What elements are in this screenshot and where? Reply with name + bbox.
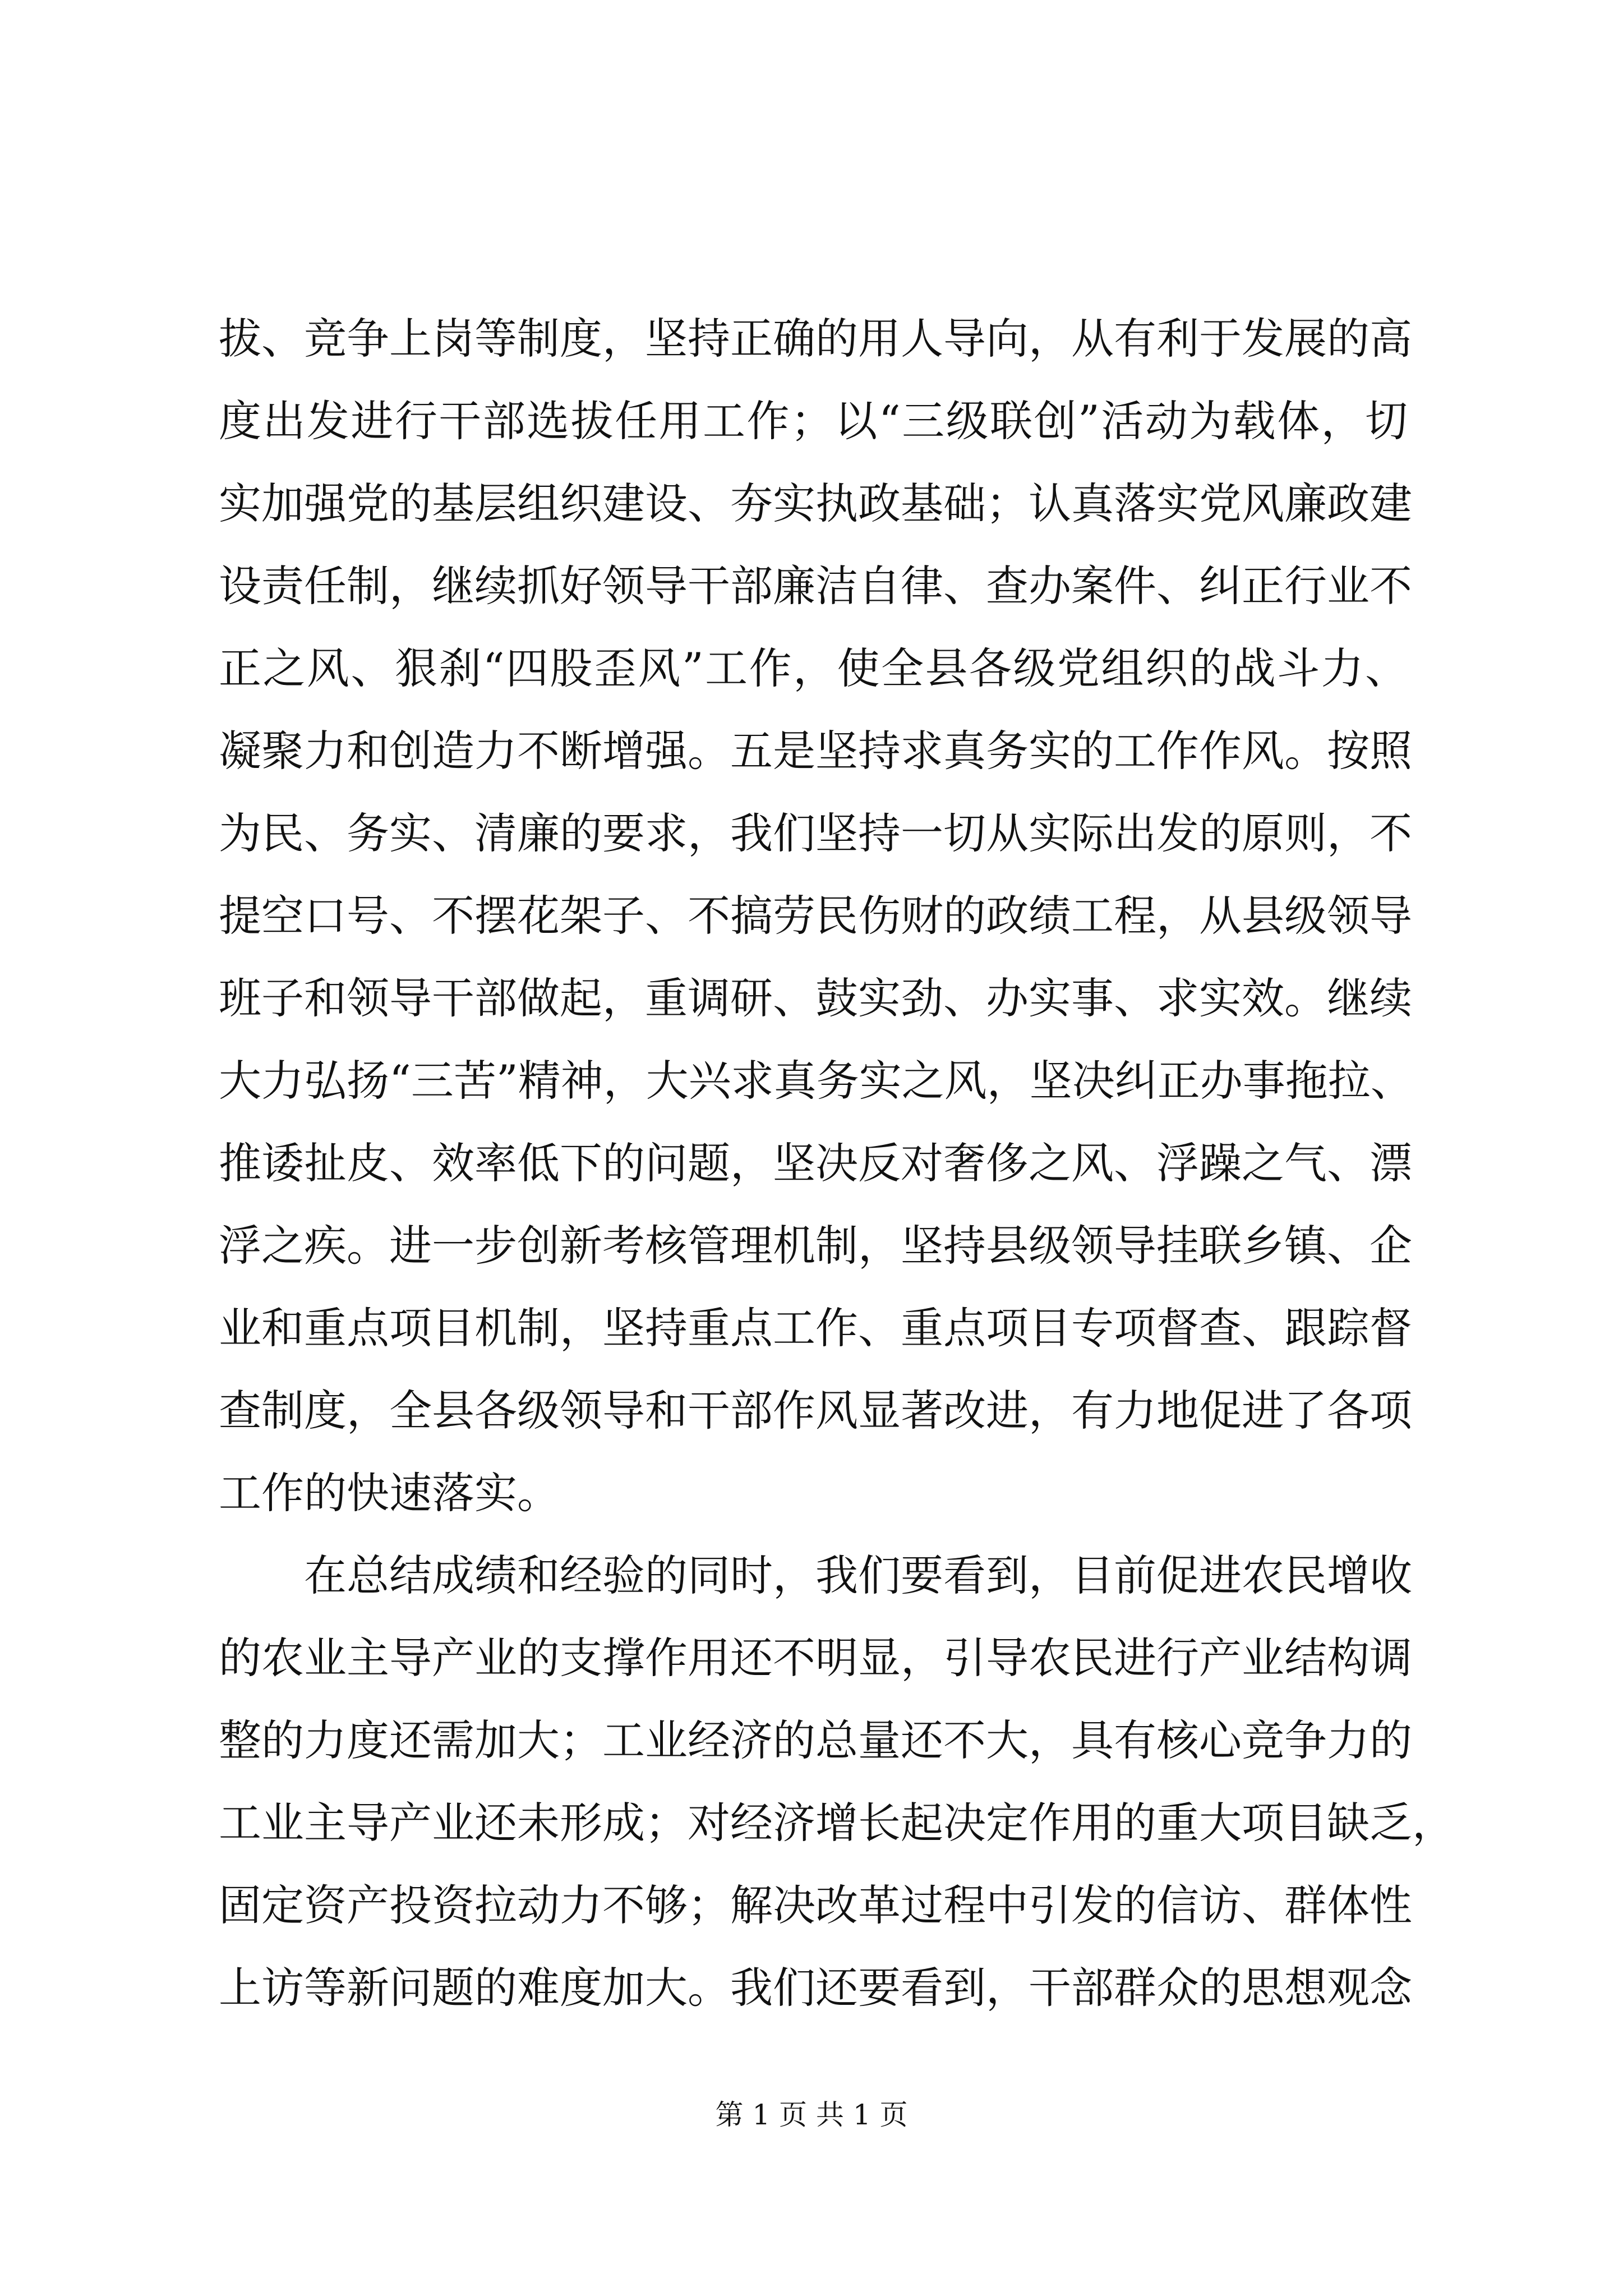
text-line: 工业主导产业还未形成；对经济增长起决定作用的重大项目缺乏， xyxy=(219,1798,1455,1848)
text-line: 班子和领导干部做起，重调研、鼓实劲、办实事、求实效。继续 xyxy=(219,973,1412,1023)
text-line: 推诿扯皮、效率低下的问题，坚决反对奢侈之风、浮躁之气、漂 xyxy=(219,1138,1412,1188)
text-line: 设责任制，继续抓好领导干部廉洁自律、查办案件、纠正行业不 xyxy=(219,561,1412,611)
text-line: 浮之疾。进一步创新考核管理机制，坚持县级领导挂联乡镇、企 xyxy=(219,1221,1412,1271)
text-line: 实加强党的基层组织建设、夯实执政基础；认真落实党风廉政建 xyxy=(219,478,1412,528)
text-line: 度出发进行干部选拔任用工作；以“三级联创”活动为载体，切 xyxy=(219,396,1408,446)
text-line: 业和重点项目机制，坚持重点工作、重点项目专项督查、跟踪督 xyxy=(219,1303,1412,1353)
text-line: 为民、务实、清廉的要求，我们坚持一切从实际出发的原则，不 xyxy=(219,808,1412,858)
page-footer xyxy=(0,2095,1623,2134)
text-line: 提空口号、不摆花架子、不搞劳民伤财的政绩工程，从县级领导 xyxy=(219,891,1412,941)
text-line: 大力弘扬“三苦”精神，大兴求真务实之风，坚决纠正办事拖拉、 xyxy=(219,1056,1413,1106)
page-number-label: 第 1 页 共 1 页 xyxy=(715,2099,908,2131)
text-line: 的农业主导产业的支撑作用还不明显，引导农民进行产业结构调 xyxy=(219,1633,1412,1683)
text-line: 凝聚力和创造力不断增强。五是坚持求真务实的工作作风。按照 xyxy=(219,726,1412,776)
text-line: 在总结成绩和经验的同时，我们要看到，目前促进农民增收 xyxy=(304,1550,1412,1600)
body-text xyxy=(219,297,1455,2029)
text-line: 工作的快速落实。 xyxy=(219,1468,560,1518)
text-line: 上访等新问题的难度加大。我们还要看到，干部群众的思想观念 xyxy=(219,1963,1412,2013)
text-line: 拔、竞争上岗等制度，坚持正确的用人导向，从有利于发展的高 xyxy=(219,314,1412,364)
text-line: 整的力度还需加大；工业经济的总量还不大，具有核心竞争力的 xyxy=(219,1715,1412,1765)
text-line: 查制度，全县各级领导和干部作风显著改进，有力地促进了各项 xyxy=(219,1386,1412,1435)
text-line: 固定资产投资拉动力不够；解决改革过程中引发的信访、群体性 xyxy=(219,1880,1412,1930)
text-line: 正之风、狠刹“四股歪风”工作，使全县各级党组织的战斗力、 xyxy=(219,643,1408,693)
